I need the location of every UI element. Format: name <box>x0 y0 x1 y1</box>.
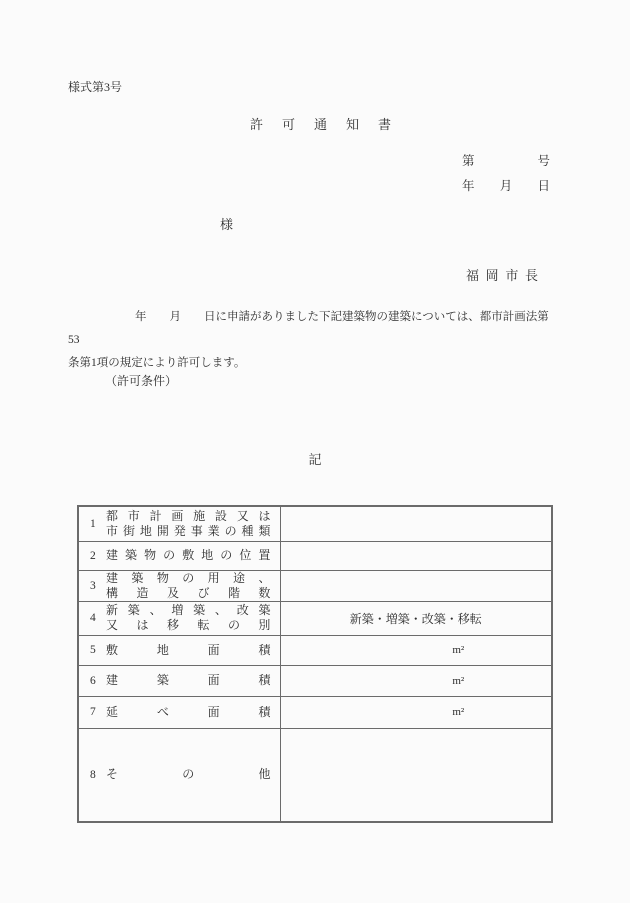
row-number: 6 <box>90 674 96 687</box>
row-label-line: そ の 他 <box>106 767 271 782</box>
row-value-cell <box>280 506 552 541</box>
table-row <box>78 728 552 822</box>
row-label-line: 構 造 及 び 階 数 <box>106 585 271 600</box>
body-paragraph <box>68 306 556 375</box>
row-number: 2 <box>90 549 96 562</box>
document-number-line <box>462 151 550 169</box>
table-row <box>78 696 552 728</box>
row-label-line: 都 市 計 画 施 設 又 は <box>106 508 271 523</box>
row-label-cell <box>78 601 280 635</box>
body-line-2: 条第1項の規定により許可します。 <box>68 357 246 369</box>
record-heading: 記 <box>308 452 322 467</box>
row-label <box>106 673 271 688</box>
row-label-line: 又 は 移 転 の 別 <box>106 618 271 632</box>
permit-conditions-label: （許可条件） <box>105 374 178 388</box>
row-label-line: 敷 地 面 積 <box>106 642 271 657</box>
table-row <box>78 601 552 635</box>
table-row <box>78 635 552 665</box>
row-label-cell <box>78 696 280 728</box>
row-label <box>106 548 271 563</box>
row-number: 4 <box>90 612 96 624</box>
row-value-cell: m² <box>280 665 552 696</box>
document-number-prefix: 第 <box>462 154 475 168</box>
row-label-line: 市 街 地 開 発 事 業 の 種 類 <box>106 523 271 538</box>
row-label <box>106 603 271 633</box>
row-value-cell <box>280 570 552 601</box>
row-value-cell: 新築・増築・改築・移転 <box>280 601 552 635</box>
row-label <box>106 509 271 539</box>
addressee-honorific: 様 <box>220 217 234 232</box>
document-number-suffix: 号 <box>537 154 550 168</box>
row-label-line: 建 築 面 積 <box>106 673 271 687</box>
row-label-cell <box>78 570 280 601</box>
row-label <box>106 571 271 601</box>
row-label-line: 建 築 物 の 敷 地 の 位 置 <box>106 548 271 562</box>
row-label-line: 新 築 、 増 築 、 改 築 <box>106 603 271 617</box>
date-month-label: 月 <box>499 179 513 193</box>
row-label-cell <box>78 665 280 696</box>
row-value-cell: m² <box>280 635 552 665</box>
permit-details-table <box>77 505 553 823</box>
table-row <box>78 665 552 696</box>
row-label-line: 延 べ 面 積 <box>106 704 271 719</box>
table-row <box>78 570 552 601</box>
row-number: 3 <box>90 579 96 592</box>
date-year-label: 年 <box>462 179 475 193</box>
row-number: 5 <box>90 644 96 656</box>
row-label <box>106 705 271 720</box>
row-label <box>106 767 271 782</box>
row-value-cell <box>280 541 552 570</box>
row-number: 7 <box>90 706 96 718</box>
body-line-1: 年 月 日に申請がありました下記建築物の建築については、都市計画法第53 <box>68 311 549 346</box>
table-row <box>78 506 552 541</box>
document-title: 許 可 通 知 書 <box>250 117 391 132</box>
row-label-cell <box>78 541 280 570</box>
date-day-label: 日 <box>537 179 550 193</box>
issuer-mayor-name: 福 岡 市 長 <box>466 268 538 283</box>
row-label-line: 建 築 物 の 用 途 、 <box>106 570 271 585</box>
form-number: 様式第3号 <box>68 80 123 94</box>
row-number: 1 <box>90 517 96 530</box>
table-row <box>78 541 552 570</box>
row-value-cell: m² <box>280 696 552 728</box>
row-label-cell <box>78 506 280 541</box>
row-number: 8 <box>90 768 96 781</box>
row-label <box>106 643 271 658</box>
date-line <box>462 176 550 194</box>
row-value-cell <box>280 728 552 822</box>
row-label-cell <box>78 635 280 665</box>
row-label-cell <box>78 728 280 822</box>
